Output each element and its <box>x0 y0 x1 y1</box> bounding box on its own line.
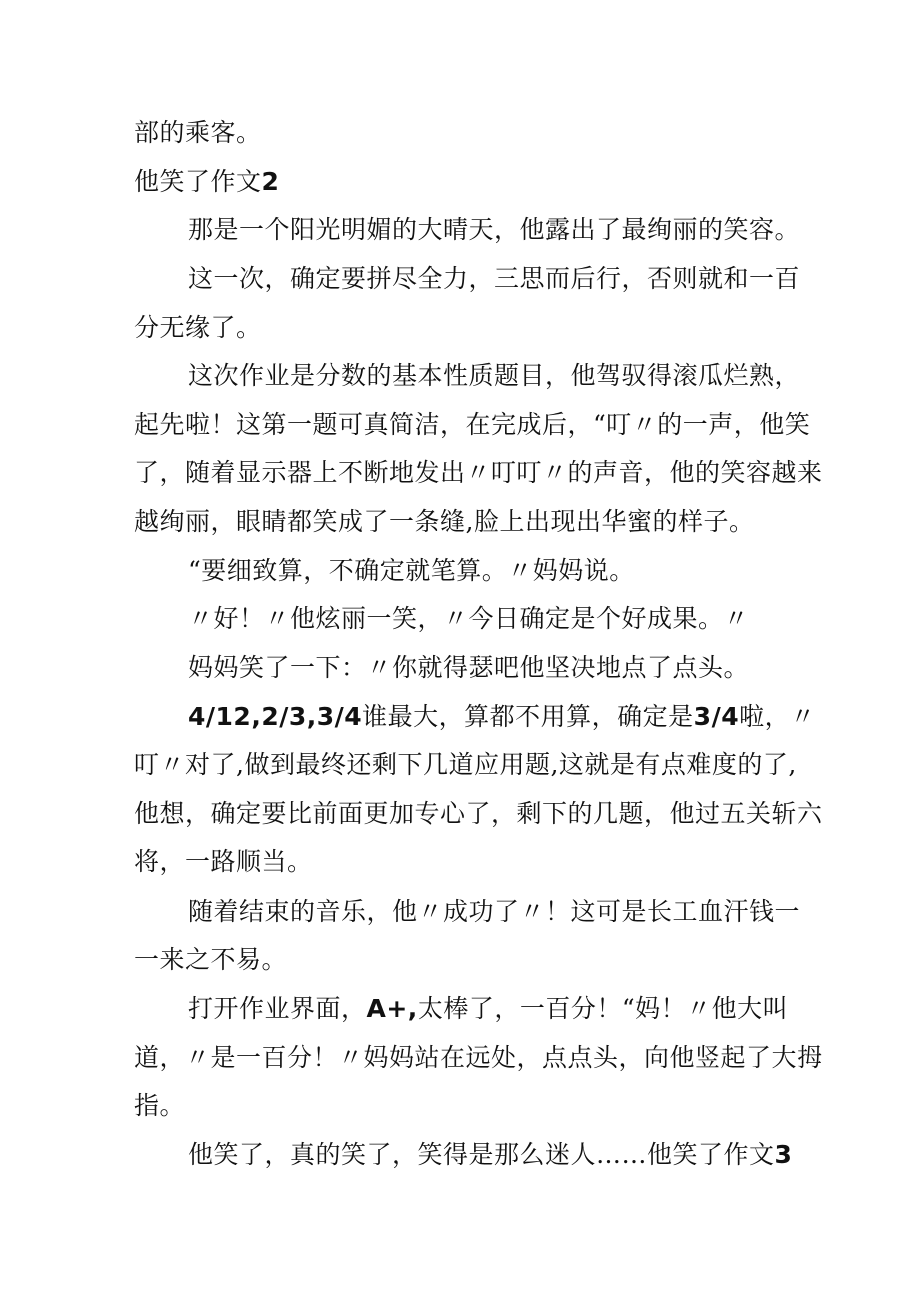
text-run: 部的乘客。 <box>134 118 262 147</box>
text-line-17 <box>188 896 800 928</box>
text-run: 越绚丽，眼睛都笑成了一条缝,脸上出现出华蜜的样子。 <box>134 507 755 536</box>
text-line-13 <box>188 701 816 733</box>
text-run: 指。 <box>134 1091 186 1120</box>
text-line-19 <box>188 993 788 1025</box>
text-line-5 <box>134 312 262 344</box>
text-line-10 <box>188 555 635 587</box>
text-line-3 <box>188 214 800 246</box>
text-line-4 <box>188 263 800 295</box>
text-run-bold: 4/12,2/3,3/4 <box>188 702 363 731</box>
text-run: 道，〃是一百分！〃妈妈站在远处，点点头，向他竖起了大拇 <box>134 1043 823 1072</box>
text-run: 打开作业界面， <box>188 994 367 1023</box>
text-run: 他想，确定要比前面更加专心了，剩下的几题，他过五关斩六 <box>134 799 823 828</box>
text-run: 了，随着显示器上不断地发出〃叮叮〃的声音，他的笑容越来 <box>134 458 823 487</box>
text-line-12 <box>188 652 749 684</box>
text-line-9 <box>134 506 754 538</box>
text-line-1 <box>134 117 262 149</box>
text-run: 这次作业是分数的基本性质题目，他驾驭得滚瓜烂熟， <box>188 361 801 390</box>
section-heading <box>134 166 279 198</box>
text-run: 他笑了，真的笑了，笑得是那么迷人……他笑了作文 <box>188 1140 775 1169</box>
text-run: 谁最大，算都不用算，确定是 <box>362 702 694 731</box>
text-run-bold: 3/4 <box>693 702 740 731</box>
text-line-20 <box>134 1042 823 1074</box>
text-line-14 <box>134 749 797 781</box>
text-line-18 <box>134 944 287 976</box>
text-run: 他笑了作文 <box>134 167 262 196</box>
text-run: 随着结束的音乐，他〃成功了〃！这可是长工血汗钱一 <box>188 897 801 926</box>
text-line-7 <box>134 409 810 441</box>
text-line-22 <box>188 1139 792 1171</box>
text-run: 妈妈笑了一下：〃你就得瑟吧他坚决地点了点头。 <box>188 653 750 682</box>
text-run: 将，一路顺当。 <box>134 847 313 876</box>
text-run: 一来之不易。 <box>134 945 288 974</box>
text-run: 这一次，确定要拼尽全力，三思而后行，否则就和一百 <box>188 264 801 293</box>
text-run-bold: A+, <box>366 994 418 1023</box>
text-line-6 <box>188 360 800 392</box>
text-run: “要细致算，不确定就笔算。〃妈妈说。 <box>188 556 635 585</box>
text-line-15 <box>134 798 823 830</box>
text-run: 起先啦！这第一题可真简洁，在完成后，“叮〃的一声，他笑 <box>134 410 811 439</box>
text-run: 太棒了，一百分！“妈！〃他大叫 <box>417 994 789 1023</box>
text-run-bold: 2 <box>261 167 280 196</box>
text-run: 分无缘了。 <box>134 313 262 342</box>
text-run: 啦，〃 <box>739 702 816 731</box>
text-run: 叮〃对了,做到最终还剩下几道应用题,这就是有点难度的了, <box>134 750 797 779</box>
text-run-bold: 3 <box>774 1140 793 1169</box>
text-run: 〃好！〃他炫丽一笑，〃今日确定是个好成果。〃 <box>188 604 750 633</box>
text-line-11 <box>188 603 749 635</box>
text-run: 那是一个阳光明媚的大晴天，他露出了最绚丽的笑容。 <box>188 215 801 244</box>
text-line-21 <box>134 1090 185 1122</box>
text-line-8 <box>134 457 823 489</box>
text-line-16 <box>134 846 313 878</box>
